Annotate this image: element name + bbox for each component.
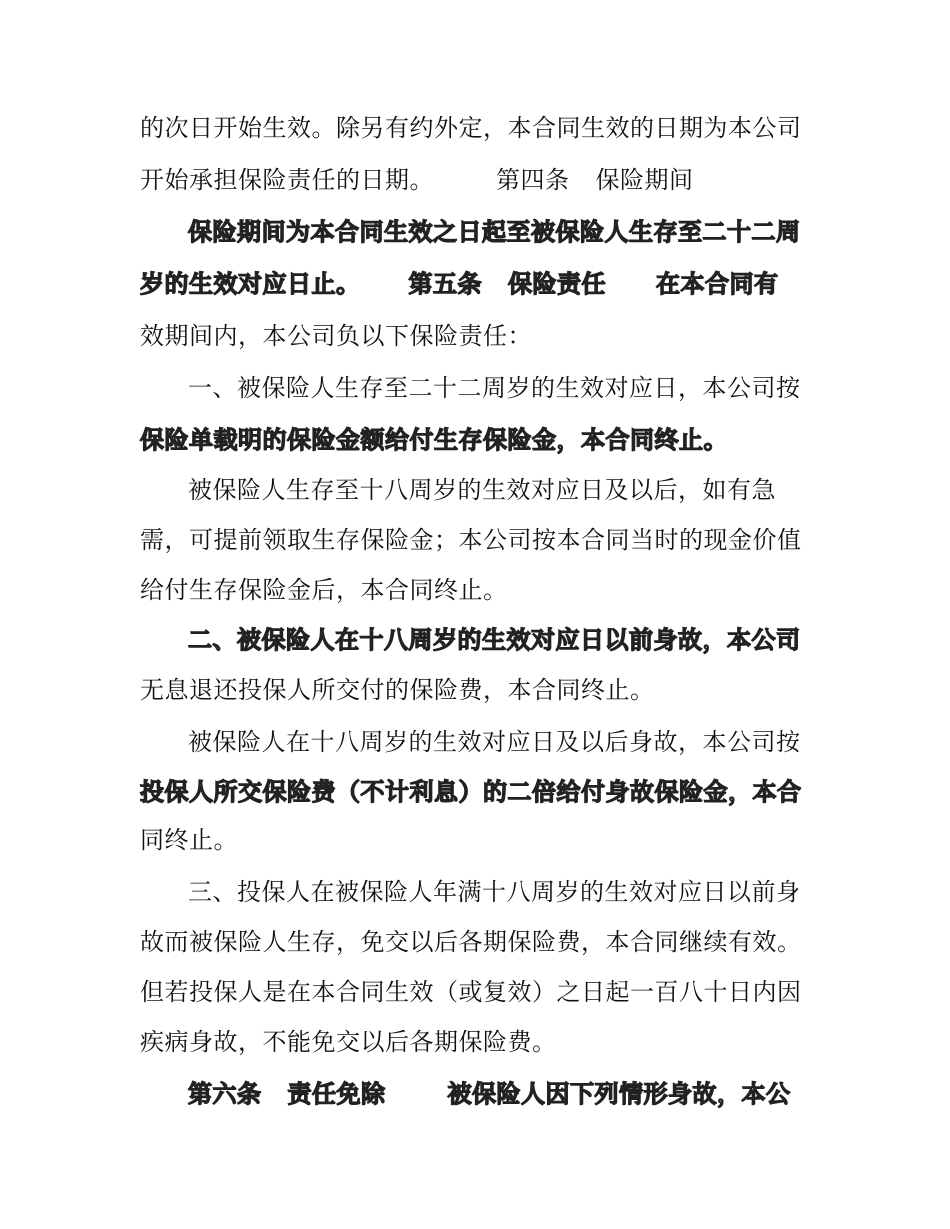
text-segment: 但若投保人是在本合同生效（或复效）之日起一百八十日内因 (140, 978, 802, 1006)
text-segment: 同终止。 (140, 826, 238, 854)
text-line (140, 570, 508, 610)
text-segment: 一、被保险人生存至二十二周岁的生效对应日，本公司按 (188, 374, 801, 402)
text-segment: 被保险人在十八周岁的生效对应日及以后身故，本公司按 (188, 728, 801, 756)
text-segment: 的次日开始生效。除另有约外定，本合同生效的日期为本公司 (140, 114, 802, 142)
text-segment: 被保险人因下列情形身故，本公 (447, 1080, 791, 1108)
text-line (140, 316, 532, 356)
text-line (140, 972, 802, 1012)
text-segment: 效期间内，本公司负以下保险责任： (140, 322, 532, 350)
text-segment: 在本合同有 (656, 270, 779, 298)
text-segment: 无息退还投保人所交付的保险费，本合同终止。 (140, 676, 655, 704)
text-segment: 二、被保险人在十八周岁的生效对应日以前身故，本公司 (188, 626, 801, 654)
article-number: 第四条 (496, 166, 570, 194)
text-segment: 保险期间为本合同生效之日起至被保险人生存至二十二周 (188, 218, 801, 246)
text-line (140, 670, 655, 710)
text-segment: 疾病身故，不能免交以后各期保险费。 (140, 1028, 557, 1056)
text-segment: 岁的生效对应日止。 (140, 270, 361, 298)
text-line (140, 820, 238, 860)
article-title: 保险责任 (508, 270, 606, 298)
text-segment: 给付生存保险金后，本合同终止。 (140, 576, 508, 604)
text-line (188, 620, 801, 660)
text-line (140, 922, 802, 962)
text-line (140, 160, 694, 200)
text-line (140, 108, 802, 148)
text-segment: 开始承担保险责任的日期。 (140, 166, 434, 194)
text-line (140, 520, 802, 560)
text-line (188, 872, 801, 912)
text-segment: 保险单载明的保险金额给付生存保险金，本合同终止。 (140, 426, 728, 454)
text-segment: 投保人所交保险费（不计利息）的二倍给付身故保险金，本合 (140, 778, 802, 806)
article-number: 第六条 (188, 1080, 262, 1108)
text-segment: 需，可提前领取生存保险金；本公司按本合同当时的现金价值 (140, 526, 802, 554)
text-line (188, 470, 776, 510)
text-line (188, 722, 801, 762)
text-line (140, 772, 802, 812)
article-title: 责任免除 (287, 1080, 386, 1108)
text-line (140, 1022, 557, 1062)
text-line (188, 368, 801, 408)
text-segment: 三、投保人在被保险人年满十八周岁的生效对应日以前身 (188, 878, 801, 906)
text-line (188, 212, 801, 252)
text-line (140, 264, 779, 304)
article-number: 第五条 (408, 270, 482, 298)
text-segment: 故而被保险人生存，免交以后各期保险费，本合同继续有效。 (140, 928, 802, 956)
text-line (188, 1074, 791, 1114)
article-title: 保险期间 (595, 166, 694, 194)
text-line (140, 420, 728, 460)
text-segment: 被保险人生存至十八周岁的生效对应日及以后，如有急 (188, 476, 776, 504)
